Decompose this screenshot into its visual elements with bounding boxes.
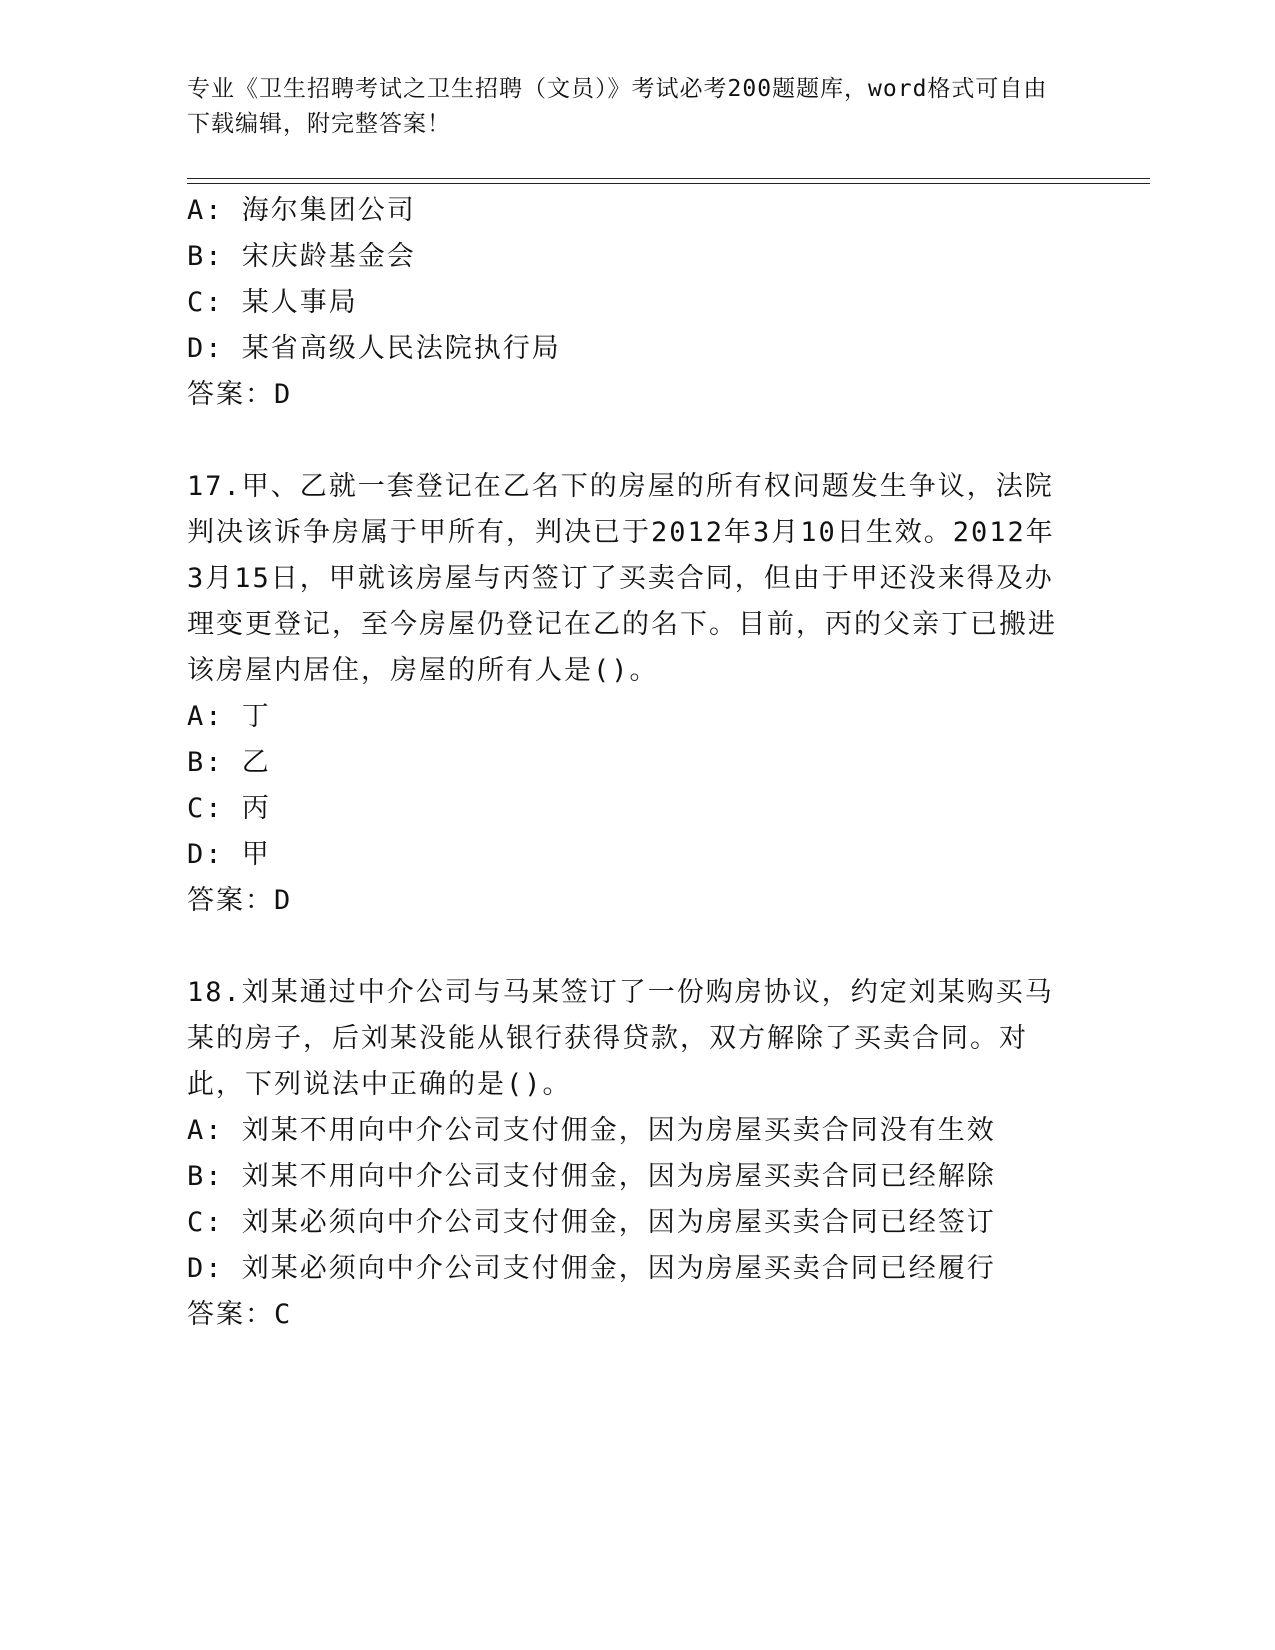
question-stem: 18.刘某通过中介公司与马某签订了一份购房协议，约定刘某购买马某的房子，后刘某没能从银行获得贷款，双方解除了买卖合同。对此，下列说法中正确的是()。 [187,977,1054,1100]
option-c: C: 丙 [187,793,271,824]
answer-line: 答案：D [187,379,293,410]
option-d: D: 刘某必须向中介公司支付佣金，因为房屋买卖合同已经履行 [187,1253,996,1284]
question-list [187,188,1087,1338]
document-header: 专业《卫生招聘考试之卫生招聘（文员）》考试必考200题题库，word格式可自由下载编辑，附完整答案！ [187,76,1048,137]
header-rule-bottom [187,183,1150,184]
answer-line: 答案：D [187,885,293,916]
option-d: D: 某省高级人民法院执行局 [187,333,561,364]
option-a: A: 刘某不用向中介公司支付佣金，因为房屋买卖合同没有生效 [187,1115,996,1146]
option-a: A: 丁 [187,701,271,732]
header-rule-top [187,178,1150,179]
spacer [187,924,1087,970]
spacer [187,418,1087,464]
question-block-17 [187,464,1087,924]
option-a: A: 海尔集团公司 [187,195,416,226]
option-b: B: 刘某不用向中介公司支付佣金，因为房屋买卖合同已经解除 [187,1161,996,1192]
option-c: C: 刘某必须向中介公司支付佣金，因为房屋买卖合同已经签订 [187,1207,996,1238]
option-b: B: 宋庆龄基金会 [187,241,416,272]
option-c: C: 某人事局 [187,287,358,318]
question-stem: 17.甲、乙就一套登记在乙名下的房屋的所有权问题发生争议，法院判决该诉争房属于甲所有，判决已于2012年3月10日生效。2012年3月15日，甲就该房屋与丙签订了买卖合同，但由于甲还没来得及办理变更登记，至今房屋仍登记在乙的名下。目前，丙的父亲丁已搬进该房屋内居住，房屋的所有人是()。 [187,471,1057,686]
question-block-prev [187,188,1087,418]
option-d: D: 甲 [187,839,271,870]
answer-line: 答案：C [187,1299,293,1330]
question-block-18 [187,970,1087,1338]
option-b: B: 乙 [187,747,271,778]
